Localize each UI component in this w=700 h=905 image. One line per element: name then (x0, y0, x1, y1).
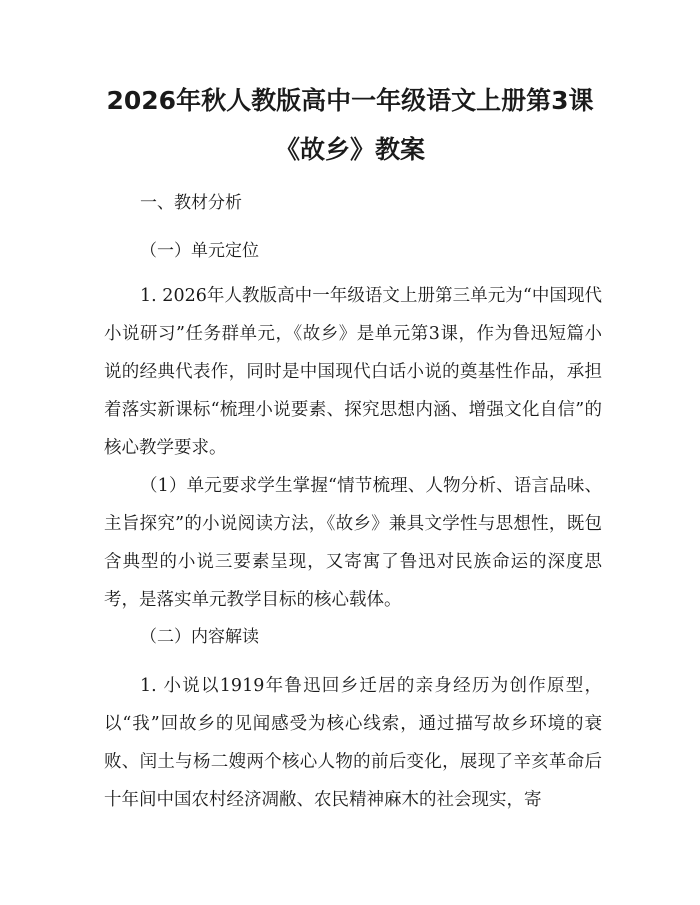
document-title-line1: 2026年秋人教版高中一年级语文上册第3课 (106, 86, 594, 115)
section-heading-textbook-analysis: 一、教材分析 (140, 193, 242, 213)
paragraph-content-interpretation: 1. 小说以1919年鲁迅回乡迁居的亲身经历为创作原型，以“我”回故乡的见闻感受为核心线索，通过描写故乡环境的衰败、闰土与杨二嫂两个核心人物的前后变化，展现了辛亥革命后十年间中国农村经济凋敝、农民精神麻木的社会现实，寄 (104, 676, 602, 810)
subsection-heading-content-interpretation: （二）内容解读 (140, 627, 259, 647)
paragraph-unit-requirements: （1）单元要求学生掌握“情节梳理、人物分析、语言品味、主旨探究”的小说阅读方法，《故乡》兼具文学性与思想性，既包含典型的小说三要素呈现，又寄寓了鲁迅对民族命运的深度思考，是落实单元教学目标的核心载体。 (104, 476, 602, 610)
document-title-line2: 《故乡》教案 (274, 135, 425, 164)
subsection-heading-unit-positioning: （一）单元定位 (140, 241, 259, 261)
paragraph-unit-overview: 1. 2026年人教版高中一年级语文上册第三单元为“中国现代小说研习”任务群单元，《故乡》是单元第3课，作为鲁迅短篇小说的经典代表作，同时是中国现代白话小说的奠基性作品，承担着落实新课标“梳理小说要素、探究思想内涵、增强文化自信”的核心教学要求。 (104, 286, 602, 458)
